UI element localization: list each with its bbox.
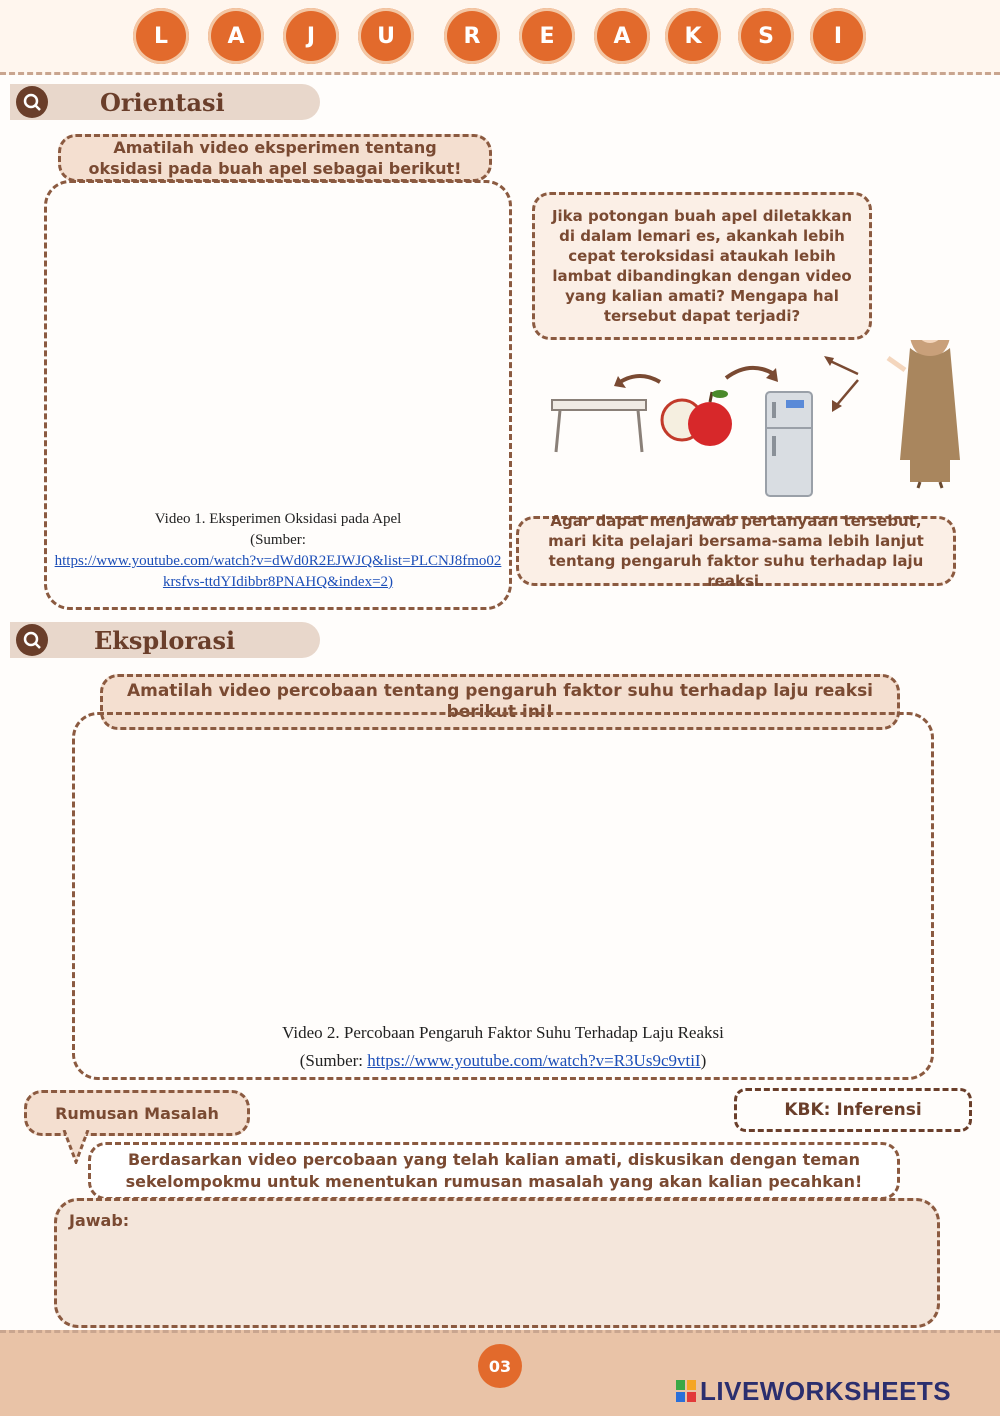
video-2-source-prefix: (Sumber: bbox=[299, 1051, 368, 1070]
kbk-label: KBK: Inferensi bbox=[784, 1100, 922, 1120]
table-icon bbox=[552, 400, 646, 452]
rumusan-instruction: Berdasarkan video percobaan yang telah kalian amati, diskusikan dengan teman sekelompokmu untuk menentukan rumusan masalah yang akan kalian pecahkan! bbox=[88, 1142, 900, 1200]
kbk-badge bbox=[734, 1088, 972, 1132]
video-2-frame[interactable] bbox=[72, 712, 934, 1080]
teacher-illustration bbox=[888, 340, 960, 488]
video-2-caption: Video 2. Percobaan Pengaruh Faktor Suhu Terhadap Laju Reaksi bbox=[282, 1023, 724, 1042]
title-letter: I bbox=[810, 8, 866, 64]
title-letter: A bbox=[208, 8, 264, 64]
title-letter: J bbox=[283, 8, 339, 64]
title-letter: L bbox=[133, 8, 189, 64]
page-number: 03 bbox=[478, 1344, 522, 1388]
video-1-caption: Video 1. Eksperimen Oksidasi pada Apel bbox=[154, 511, 402, 527]
orientasi-section-header bbox=[10, 84, 320, 120]
section-title: Orientasi bbox=[100, 87, 225, 117]
title-letters bbox=[0, 8, 1000, 68]
answer-label: Jawab: bbox=[69, 1211, 130, 1230]
title-letter: R bbox=[444, 8, 500, 64]
illustration bbox=[540, 340, 980, 510]
apple-icon bbox=[662, 390, 732, 446]
eksplorasi-instruction: Amatilah video percobaan tentang pengaruh faktor suhu terhadap laju reaksi berikut ini! bbox=[100, 674, 900, 730]
section-title: Eksplorasi bbox=[94, 625, 236, 655]
orientasi-instruction: Amatilah video eksperimen tentang oksidasi pada buah apel sebagai berikut! bbox=[58, 134, 492, 182]
video-2-link[interactable]: https://www.youtube.com/watch?v=R3Us9c9vtiI bbox=[367, 1051, 701, 1070]
follow-up-bubble: Agar dapat menjawab pertanyaan tersebut, mari kita pelajari bersama-sama lebih lanjut tentang pengaruh faktor suhu terhadap laju reaksi. bbox=[516, 516, 956, 586]
eksplorasi-section-header bbox=[10, 622, 320, 658]
liveworksheets-logo-icon bbox=[676, 1380, 696, 1402]
answer-area[interactable] bbox=[54, 1198, 940, 1328]
video-1-source-prefix: (Sumber: bbox=[250, 532, 306, 548]
title-letter: S bbox=[738, 8, 794, 64]
video-1-frame[interactable] bbox=[44, 180, 512, 610]
question-bubble: Jika potongan buah apel diletakkan di dalam lemari es, akankah lebih cepat teroksidasi ataukah lebih lambat dibandingkan dengan video yang kalian amati? Mengapa hal tersebut dapat terjadi? bbox=[532, 192, 872, 340]
magnifier-icon bbox=[16, 86, 48, 118]
title-letter: U bbox=[358, 8, 414, 64]
title-letter: K bbox=[665, 8, 721, 64]
rumusan-masalah-label: Rumusan Masalah bbox=[24, 1090, 250, 1136]
title-letter: E bbox=[519, 8, 575, 64]
fridge-icon bbox=[766, 392, 812, 496]
brand-name: LIVEWORKSHEETS bbox=[700, 1376, 952, 1406]
title-letter: A bbox=[594, 8, 650, 64]
magnifier-icon bbox=[16, 624, 48, 656]
video-2-source-suffix: ) bbox=[700, 1051, 707, 1070]
answer-field[interactable] bbox=[69, 1237, 925, 1315]
video-1-link[interactable]: https://www.youtube.com/watch?v=dWd0R2EJWJQ&list=PLCNJ8fmo02krsfvs-ttdYIdibbr8PNAHQ&index=2) bbox=[54, 553, 502, 590]
